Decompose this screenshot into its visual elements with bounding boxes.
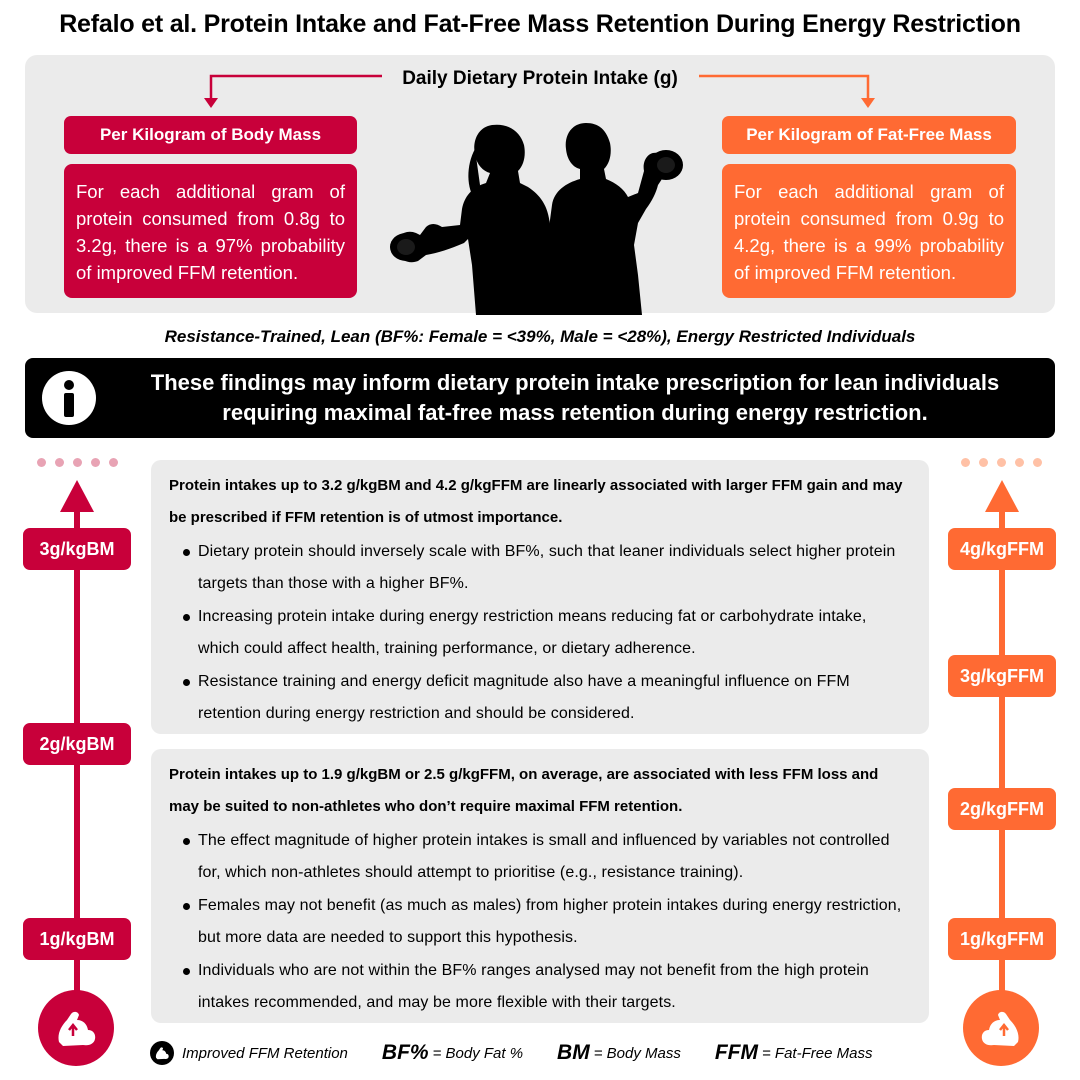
legend-retention-label: Improved FFM Retention — [182, 1044, 348, 1062]
infographic-title: Refalo et al. Protein Intake and Fat-Free Mass Retention During Energy Restriction — [59, 10, 1021, 38]
list-item: The effect magnitude of higher protein intakes is small and influenced by variables not controlled for, which non-athletes should attempt to prioritise (e.g., resistance training). — [169, 825, 911, 889]
flexed-arm-icon — [963, 990, 1039, 1066]
left-axis-dots — [37, 458, 118, 467]
list-item: Females may not benefit (as much as males) from higher protein intakes during energy restriction, but more data are needed to support this hypothesis. — [169, 890, 911, 954]
legend-ffm-abbr: FFM — [714, 1041, 758, 1064]
legend — [150, 1038, 950, 1068]
flexed-arm-icon — [38, 990, 114, 1066]
legend-ffm-def: = Fat-Free Mass — [762, 1044, 873, 1062]
right-level-3g: 3g/kgFFM — [948, 655, 1056, 697]
right-level-2g: 2g/kgFFM — [948, 788, 1056, 830]
high-intake-heading: Protein intakes up to 3.2 g/kgBM and 4.2 g/kgFFM are linearly associated with larger FFM gain and may be prescribed if FFM retention is of utmost importance. — [169, 477, 903, 526]
info-icon — [40, 369, 98, 427]
left-axis-arrowhead — [60, 480, 94, 512]
body-mass-finding: For each additional gram of protein consumed from 0.8g to 3.2g, there is a 97% probability of improved FFM retention. — [64, 164, 357, 298]
legend-bf-abbr: BF% — [381, 1041, 429, 1064]
population-description: Resistance-Trained, Lean (BF%: Female = <39%, Male = <28%), Energy Restricted Individuals — [164, 327, 916, 346]
left-level-2g: 2g/kgBM — [23, 723, 131, 765]
right-level-1g: 1g/kgFFM — [948, 918, 1056, 960]
body-mass-tag: Per Kilogram of Body Mass — [64, 116, 357, 154]
moderate-intake-heading: Protein intakes up to 1.9 g/kgBM or 2.5 g/kgFFM, on average, are associated with less FFM loss and may be suited to non-athletes who don’t require maximal FFM retention. — [169, 766, 879, 815]
fat-free-mass-tag: Per Kilogram of Fat-Free Mass — [722, 116, 1016, 154]
fat-free-mass-finding: For each additional gram of protein consumed from 0.9g to 4.2g, there is a 99% probability of improved FFM retention. — [722, 164, 1016, 298]
legend-bm-def: = Body Mass — [593, 1044, 681, 1062]
left-level-1g: 1g/kgBM — [23, 918, 131, 960]
flexed-arm-icon — [150, 1041, 174, 1065]
list-item: Dietary protein should inversely scale with BF%, such that leaner individuals select higher protein targets than those with a higher BF%. — [169, 536, 911, 600]
right-level-4g: 4g/kgFFM — [948, 528, 1056, 570]
legend-bf — [382, 1041, 523, 1065]
high-intake-card — [151, 460, 929, 734]
legend-ffm — [715, 1041, 873, 1065]
left-level-3g: 3g/kgBM — [23, 528, 131, 570]
athletes-with-dumbbells-silhouette — [380, 105, 700, 315]
list-item: Increasing protein intake during energy restriction means reducing fat or carbohydrate intake, which could affect health, training performance, or dietary adherence. — [169, 601, 911, 665]
list-item: Resistance training and energy deficit magnitude also have a meaningful influence on FFM retention during energy restriction and should be considered. — [169, 666, 911, 730]
legend-bf-def: = Body Fat % — [432, 1044, 524, 1062]
right-axis-dots — [961, 458, 1042, 467]
moderate-intake-card — [151, 749, 929, 1023]
legend-retention — [150, 1041, 348, 1065]
right-axis-arrowhead — [985, 480, 1019, 512]
legend-bm — [557, 1041, 681, 1065]
protein-intake-heading: Daily Dietary Protein Intake (g) — [402, 68, 678, 89]
info-banner — [25, 358, 1055, 438]
info-text: These findings may inform dietary protein intake prescription for lean individuals requiring maximal fat-free mass retention during energy restriction. — [150, 370, 1000, 425]
legend-bm-abbr: BM — [557, 1041, 590, 1064]
list-item: Individuals who are not within the BF% ranges analysed may not benefit from the high protein intakes recommended, and may be more flexible with their targets. — [169, 955, 911, 1019]
